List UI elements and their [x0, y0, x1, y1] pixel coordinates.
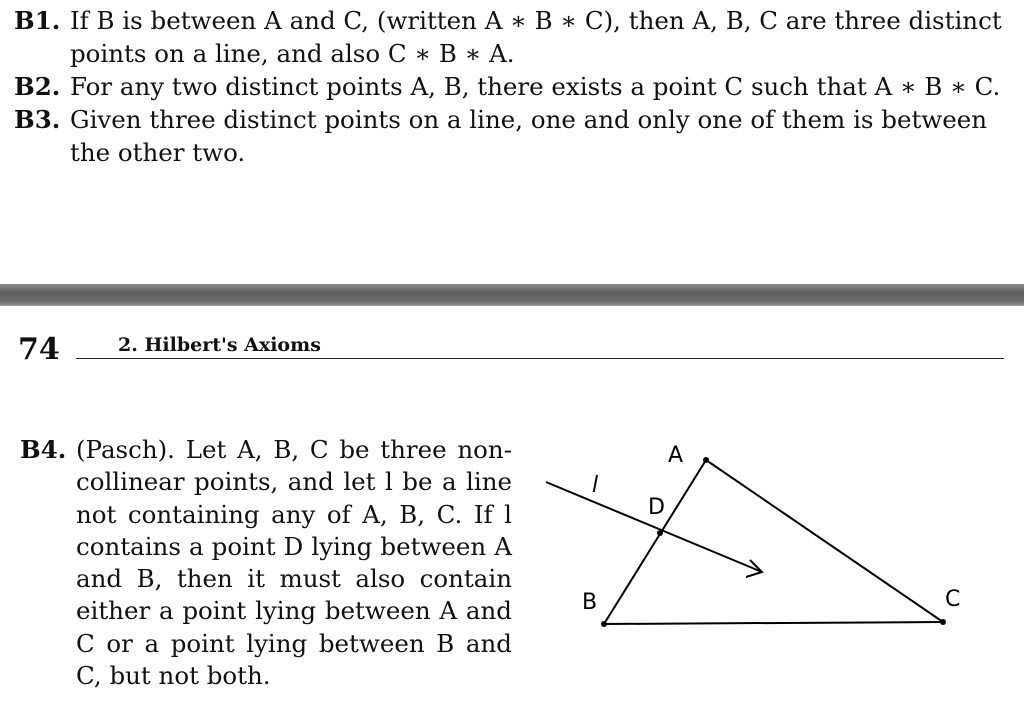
chapter-heading: 2. Hilbert's Axioms: [118, 334, 321, 356]
axiom-text: Given three distinct points on a line, one and only one of them is between the other two.: [70, 105, 988, 167]
segment-bc: [604, 622, 943, 624]
axiom-b3: [14, 103, 1014, 169]
axiom-text: For any two distinct points A, B, there exists a point C such that A ∗ B ∗ C.: [70, 72, 1001, 101]
label-d: D: [648, 495, 665, 520]
upper-page: [0, 0, 1024, 284]
axiom-b2: [14, 70, 1014, 103]
segment-ac: [706, 460, 943, 622]
axiom-b1: [14, 4, 1014, 70]
label-l: l: [592, 473, 599, 498]
axiom-text: If B is between A and C, (written A ∗ B ∗ C), then A, B, C are three distinct points on a line, and also C ∗ B ∗ A.: [70, 6, 1002, 68]
axiom-label: B3.: [14, 105, 61, 134]
axiom-label: B4.: [20, 435, 67, 464]
axiom-b4: [20, 434, 512, 692]
point-a: [703, 457, 709, 463]
point-b: [601, 621, 607, 627]
label-c: C: [945, 587, 961, 612]
label-a: A: [668, 443, 684, 468]
point-c: [940, 619, 946, 625]
pasch-figure: [540, 436, 980, 646]
axiom-label: B1.: [14, 6, 61, 35]
page-gap-divider: [0, 284, 1024, 306]
header-rule: [76, 358, 1004, 359]
label-b: B: [582, 590, 598, 615]
axiom-text: (Pasch). Let A, B, C be three non-collinear points, and let l be a line not containing any of A, B, C. If l contains a point D lying between A and B, then it must also contain either a point lying between A and C or a point lying between B and C, but not both.: [76, 435, 512, 691]
axiom-label: B2.: [14, 72, 61, 101]
point-d: [657, 530, 663, 536]
page-number: 74: [18, 332, 60, 367]
